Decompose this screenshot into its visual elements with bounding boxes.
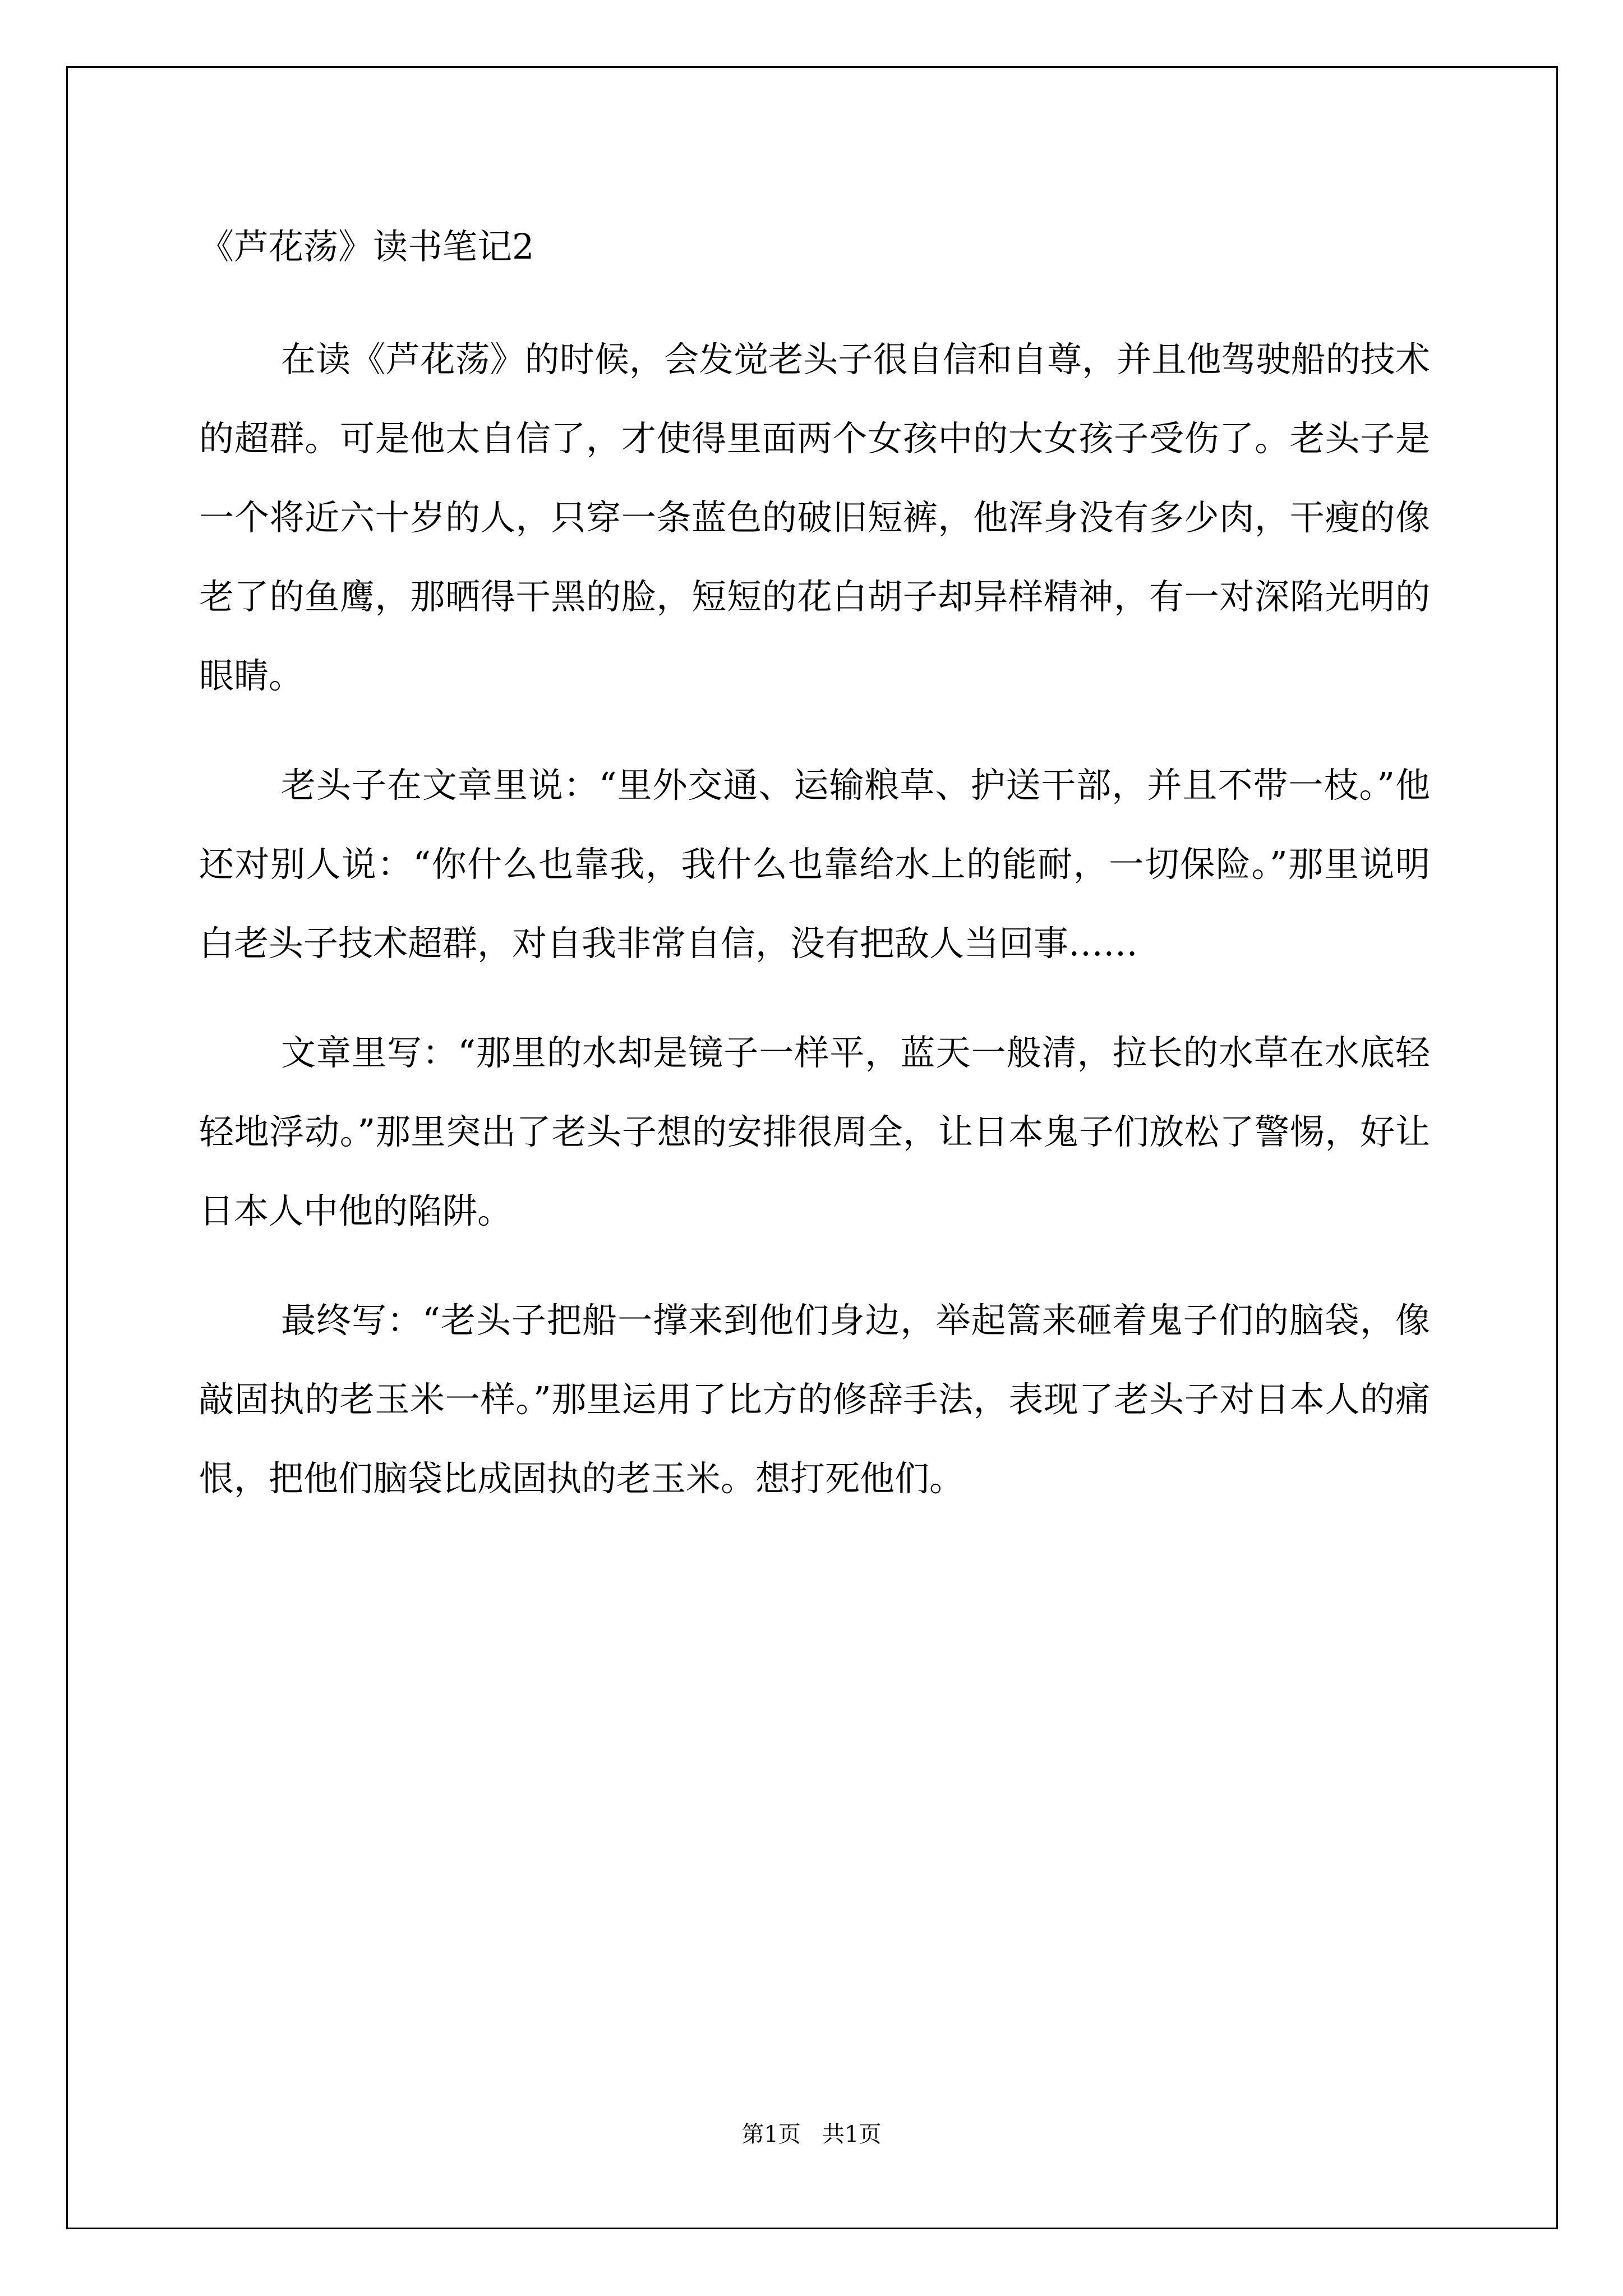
page-footer: 第1页 共1页 xyxy=(741,2122,882,2147)
document-title: 《芦花荡》读书笔记2 xyxy=(199,226,534,267)
paragraph-4: 最终写：“老头子把船一撑来到他们身边，举起篙来砸着鬼子们的脑袋，像敲固执的老玉米一样。”那里运用了比方的修辞手法，表现了老头子对日本人的痛恨，把他们脑袋比成固执的老玉米。想打死他们。 xyxy=(199,1300,1430,1499)
paragraph-1: 在读《芦花荡》的时候，会发觉老头子很自信和自尊，并且他驾驶船的技术的超群。可是他太自信了，才使得里面两个女孩中的大女孩子受伤了。老头子是一个将近六十岁的人，只穿一条蓝色的破旧短裤，他浑身没有多少肉，干瘦的像老了的鱼鹰，那晒得干黑的脸，短短的花白胡子却异样精神，有一对深陷光明的眼睛。 xyxy=(199,339,1430,696)
paragraph-2: 老头子在文章里说：“里外交通、运输粮草、护送干部，并且不带一枝。”他还对别人说：“你什么也靠我，我什么也靠给水上的能耐，一切保险。”那里说明白老头子技术超群，对自我非常自信，没有把敌人当回事…… xyxy=(199,765,1430,964)
paragraph-3: 文章里写：“那里的水却是镜子一样平，蓝天一般清，拉长的水草在水底轻轻地浮动。”那里突出了老头子想的安排很周全，让日本鬼子们放松了警惕，好让日本人中他的陷阱。 xyxy=(199,1032,1430,1231)
document-body xyxy=(199,320,1430,1548)
